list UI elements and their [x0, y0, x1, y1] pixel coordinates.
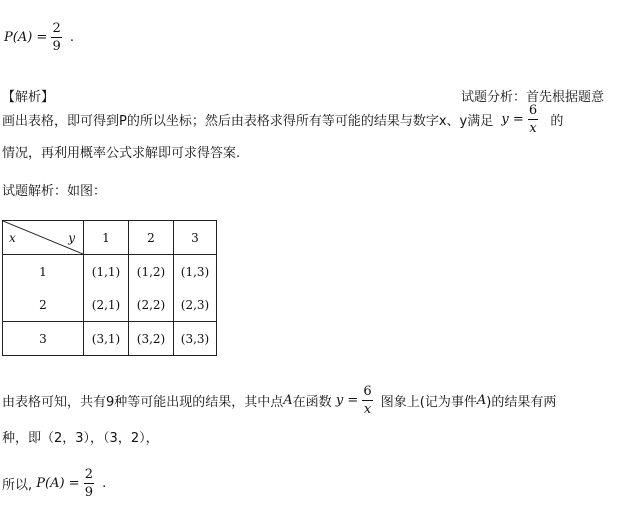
table-cell: (2,1) — [84, 288, 129, 322]
table-row-label: 1 — [3, 255, 84, 289]
conclusion-formula-lhs: y — [335, 393, 344, 408]
conclusion-formula-numerator: 6 — [363, 384, 372, 399]
analysis-formula-equals: = — [512, 112, 524, 127]
analysis-formula-fraction — [528, 104, 538, 135]
top-formula-denominator: 9 — [52, 39, 61, 54]
conclusion-formula-fraction — [362, 385, 372, 416]
table-cell: (1,1) — [84, 255, 129, 289]
table-row-label: 3 — [3, 322, 84, 356]
final-prefix: 所以, — [2, 478, 33, 493]
table-col-header: 1 — [84, 221, 129, 255]
top-formula-equals: = — [36, 30, 48, 45]
table-cell: (2,2) — [129, 288, 174, 322]
table-row — [3, 288, 217, 322]
analysis-formula-lhs: y — [501, 112, 509, 127]
conclusion-line-2: 种，即（2，3），（3，2）， — [2, 431, 159, 446]
conclusion-text-a: 由表格可知，共有9种等可能出现的结果，其中点 — [2, 395, 284, 410]
final-formula-numerator: 2 — [84, 467, 94, 482]
analysis-line-1-formula — [501, 103, 542, 136]
conclusion-event-a: A — [476, 393, 487, 408]
top-formula-numerator: 2 — [52, 21, 61, 36]
analysis-line-1-text: 画出表格，即可得到P的所以坐标；然后由表格求得所有等可能的结果与数字x、y满足 — [2, 114, 494, 129]
conclusion-text-d: )的结果有两 — [486, 395, 557, 410]
final-formula-denominator: 9 — [84, 485, 94, 500]
table-cell: (3,3) — [174, 322, 217, 356]
conclusion-text-b: 在函数 — [292, 395, 332, 410]
conclusion-line-1 — [2, 385, 556, 416]
final-probability — [2, 468, 106, 499]
final-formula-period: . — [102, 476, 107, 491]
table-cell: (1,3) — [174, 255, 217, 289]
table-row — [3, 322, 217, 356]
conclusion-point-a: A — [283, 393, 293, 408]
analysis-line-2: 情况，再利用概率公式求解即可求得答案. — [2, 146, 241, 161]
conclusion-line-1-formula — [335, 384, 377, 417]
analysis-label: 【解析】 — [2, 90, 55, 105]
table-cell: (3,2) — [129, 322, 174, 356]
table-cell: (3,1) — [84, 322, 129, 356]
table-corner-y: y — [68, 231, 75, 245]
final-formula-equals: = — [68, 476, 80, 491]
analysis-right-text: 试题分析：首先根据题意 — [461, 90, 605, 105]
conclusion-formula-equals: = — [347, 393, 359, 408]
analysis-formula-numerator: 6 — [528, 103, 538, 118]
outcome-table — [2, 220, 217, 356]
table-cell: (2,3) — [174, 288, 217, 322]
top-probability-formula — [4, 22, 74, 53]
top-formula-fraction — [51, 22, 61, 53]
final-formula-fraction — [84, 468, 94, 499]
analysis-line-1 — [2, 104, 563, 135]
table-cell: (1,2) — [129, 255, 174, 289]
conclusion-text-c: 图象上(记为事件 — [380, 395, 477, 410]
final-formula-lhs: P(A) — [36, 476, 65, 491]
final-formula — [36, 467, 107, 500]
analysis-formula-denominator: x — [529, 121, 537, 136]
top-formula-lhs: P(A) — [4, 30, 33, 45]
table-row-label: 2 — [3, 288, 84, 322]
table-col-header: 2 — [129, 221, 174, 255]
table-corner-x: x — [9, 231, 16, 245]
top-formula-period: . — [69, 30, 75, 45]
table-row — [3, 255, 217, 289]
table-col-header: 3 — [174, 221, 217, 255]
table-corner-cell — [3, 221, 84, 255]
conclusion-formula-denominator: x — [363, 402, 372, 417]
solution-label: 试题解析：如图： — [2, 184, 107, 199]
analysis-line-1-end: 的 — [550, 114, 564, 129]
